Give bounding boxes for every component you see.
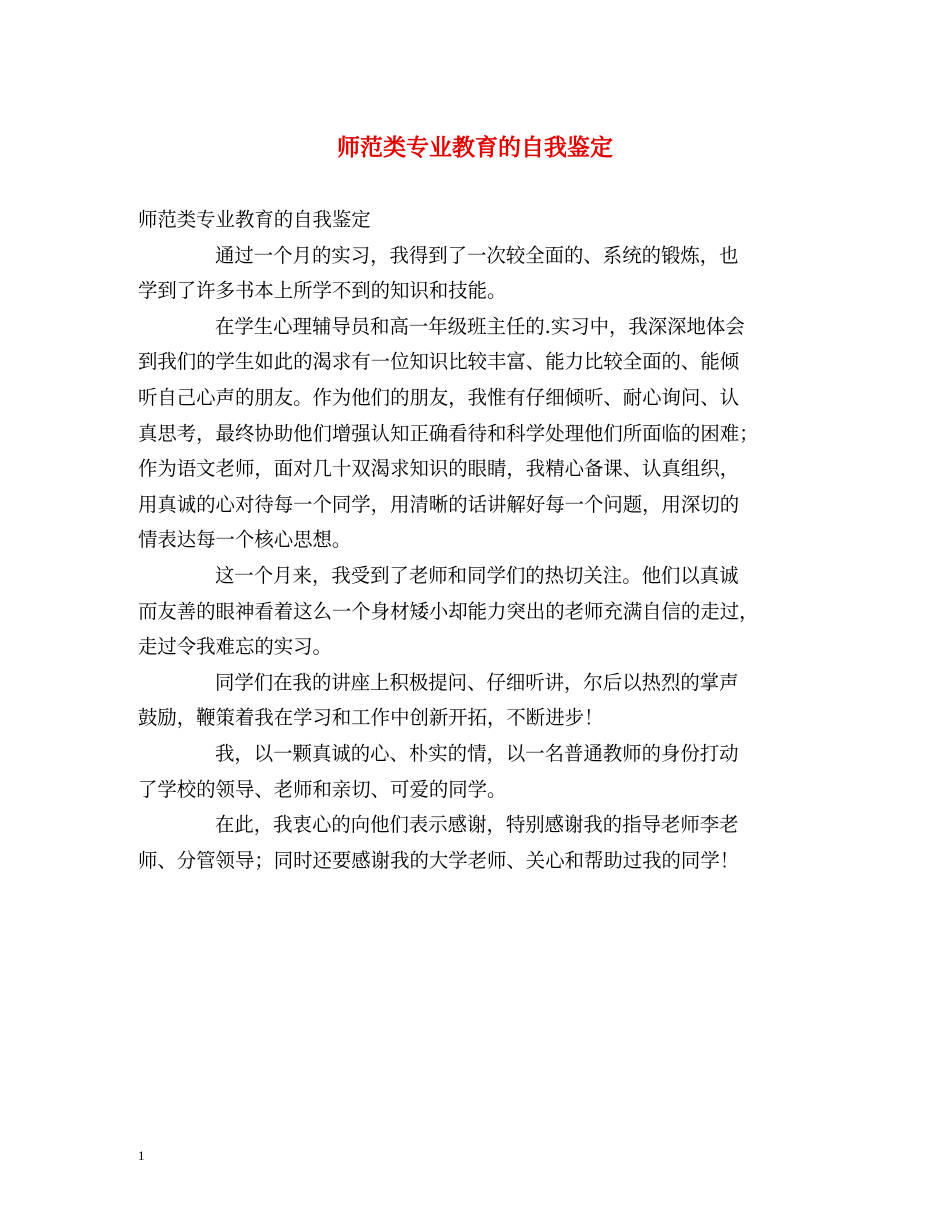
paragraph-3-line-1: 这一个月来，我受到了老师和同学们的热切关注。他们以真诚 [215, 563, 739, 587]
paragraph-4-line-2: 鼓励，鞭策着我在学习和工作中创新开拓，不断进步！ [138, 706, 604, 730]
subtitle-line: 师范类专业教育的自我鉴定 [138, 208, 371, 231]
document-title: 师范类专业教育的自我鉴定 [337, 134, 613, 161]
paragraph-3-line-3: 走过令我难忘的实习。 [138, 635, 332, 659]
paragraph-3-line-2: 而友善的眼神看着这么一个身材矮小却能力突出的老师充满自信的走过， [138, 599, 759, 623]
paragraph-4-line-1: 同学们在我的讲座上积极提问、仔细听讲，尔后以热烈的掌声 [215, 670, 739, 694]
paragraph-1-line-2: 学到了许多书本上所学不到的知识和技能。 [138, 279, 507, 303]
paragraph-2-line-3: 听自己心声的朋友。作为他们的朋友，我惟有仔细倾听、耐心询问、认 [138, 385, 740, 409]
paragraph-2-line-4: 真思考，最终协助他们增强认知正确看待和科学处理他们所面临的困难； [138, 421, 759, 445]
paragraph-5-line-2: 了学校的领导、老师和亲切、可爱的同学。 [138, 777, 507, 801]
paragraph-2-line-5: 作为语文老师，面对几十双渴求知识的眼睛，我精心备课、认真组织， [138, 457, 740, 481]
paragraph-2-line-7: 情表达每一个核心思想。 [138, 528, 352, 552]
paragraph-2-line-6: 用真诚的心对待每一个同学，用清晰的话讲解好每一个问题，用深切的 [138, 492, 740, 516]
paragraph-2-line-1: 在学生心理辅导员和高一年级班主任的.实习中，我深深地体会 [215, 314, 745, 338]
paragraph-1-line-1: 通过一个月的实习，我得到了一次较全面的、系统的锻炼，也 [215, 243, 739, 267]
paragraph-5-line-1: 我，以一颗真诚的心、朴实的情，以一名普通教师的身份打动 [215, 741, 739, 765]
paragraph-2-line-2: 到我们的学生如此的渴求有一位知识比较丰富、能力比较全面的、能倾 [138, 350, 740, 374]
paragraph-6-line-2: 师、分管领导；同时还要感谢我的大学老师、关心和帮助过我的同学！ [138, 848, 740, 872]
document-body [138, 202, 818, 878]
paragraph-6-line-1: 在此，我衷心的向他们表示感谢，特别感谢我的指导老师李老 [215, 813, 739, 837]
page-number: 1 [138, 1148, 145, 1163]
